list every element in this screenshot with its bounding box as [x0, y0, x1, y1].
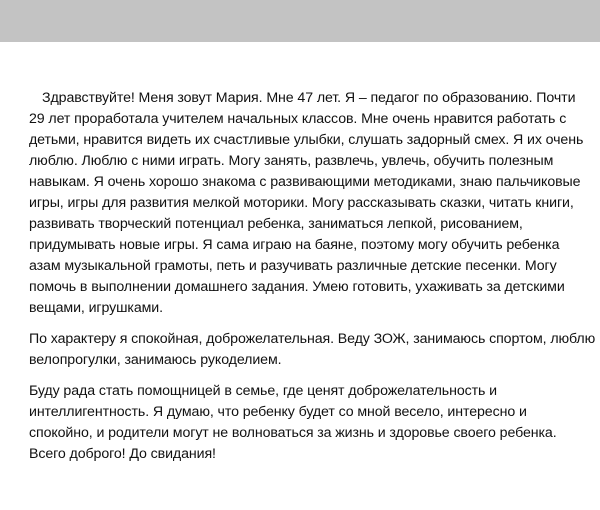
text-line: Буду рада стать помощницей в семье, где ценят доброжелательность и: [29, 383, 497, 399]
top-bar: [0, 0, 600, 42]
text-line: спокойно, и родители могут не волноваться за жизнь и здоровье своего ребенка.: [29, 425, 557, 441]
text-line: По характеру я спокойная, доброжелательная. Веду ЗОЖ, занимаюсь спортом, люблю: [29, 331, 596, 347]
paragraph-character: [29, 329, 596, 371]
text-line: развивать творческий потенциал ребенка, заниматься лепкой, рисованием,: [29, 216, 523, 232]
paragraph-intro: [29, 88, 584, 319]
text-line: 29 лет проработала учителем начальных классов. Мне очень нравится работать с: [29, 111, 567, 127]
text-line: люблю. Люблю с ними играть. Могу занять, развлечь, увлечь, обучить полезным: [29, 153, 554, 169]
text-line: интеллигентность. Я думаю, что ребенку будет со мной весело, интересно и: [29, 404, 527, 420]
paragraph-closing: [29, 381, 569, 465]
text-line: придумывать новые игры. Я сама играю на баяне, поэтому могу обучить ребенка: [29, 237, 560, 253]
text-line: велопрогулки, занимаюсь рукоделием.: [29, 352, 282, 368]
text-line: Здравствуйте! Меня зовут Мария. Мне 47 лет. Я – педагог по образованию. Почти: [42, 90, 576, 106]
text-line: навыкам. Я очень хорошо знакома с развивающими методиками, знаю пальчиковые: [29, 174, 581, 190]
letter-body: [29, 88, 596, 465]
text-line: детьми, нравится видеть их счастливые улыбки, слушать задорный смех. Я их очень: [29, 132, 584, 148]
text-line: игры, игры для развития мелкой моторики. Могу рассказывать сказки, читать книги,: [29, 195, 574, 211]
text-line: вещами, игрушками.: [29, 300, 163, 316]
text-line: помочь в выполнении домашнего задания. Умею готовить, ухаживать за детскими: [29, 279, 565, 295]
text-line: Всего доброго! До свидания!: [29, 446, 216, 462]
text-line: азам музыкальной грамоты, петь и разучивать различные детские песенки. Могу: [29, 258, 557, 274]
